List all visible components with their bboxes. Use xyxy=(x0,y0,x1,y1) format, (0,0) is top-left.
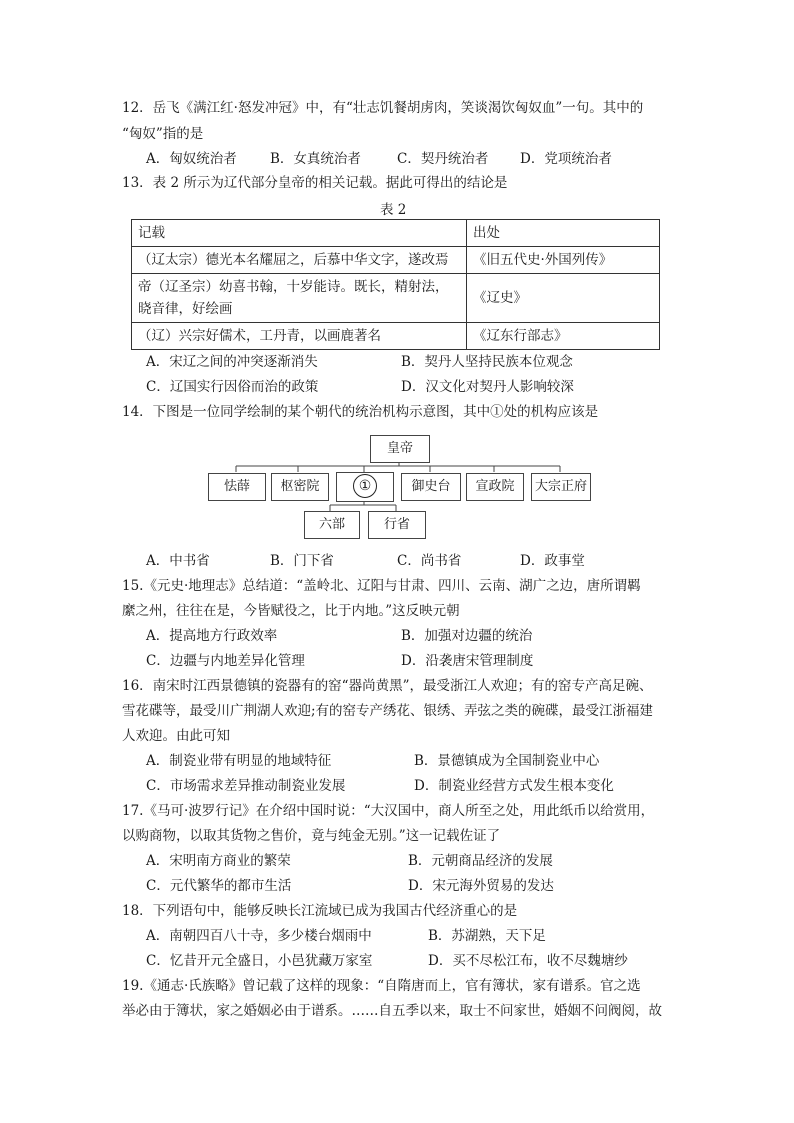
org-box-liubu: 六部 xyxy=(304,511,360,539)
q12-stem-line2: “匈奴”指的是 xyxy=(122,126,204,142)
q16-stem-line1: 16．南宋时江西景德镇的瓷器有的窑“器尚黄黑”，最受浙江人欢迎；有的窑专产高足碗、 xyxy=(122,678,653,694)
table-header-cell: 出处 xyxy=(467,220,660,247)
table-cell: （辽太宗）德光本名耀屈之，后慕中华文字，遂改焉 xyxy=(132,247,467,274)
q14-option-b: B．门下省 xyxy=(270,553,334,569)
q15-option-c: C．边疆与内地差异化管理 xyxy=(146,653,305,669)
q16-option-d: D．制瓷业经营方式发生根本变化 xyxy=(414,778,614,794)
table-cell: 帝（辽圣宗）幼喜书翰，十岁能诗。既长，精射法，晓音律，好绘画 xyxy=(132,274,467,323)
q19-stem-line2: 举必由于簿状，家之婚姻必由于谱系。……自五季以来，取士不问家世，婚姻不问阀阅，故 xyxy=(122,1003,662,1019)
q14-option-d: D．政事堂 xyxy=(520,553,585,569)
q17-stem-line1: 17.《马可·波罗行记》在介绍中国时说：“大汉国中，商人所至之处，用此纸币以给赏用， xyxy=(122,803,655,819)
org-box-shumiyuan: 枢密院 xyxy=(271,473,329,501)
q12-option-a: A．匈奴统治者 xyxy=(146,151,237,167)
table-cell: 《辽东行部志》 xyxy=(467,323,660,350)
org-box-qiexue: 怯薛 xyxy=(208,473,266,501)
q12-stem-line1: 12．岳飞《满江红·怒发冲冠》中，有“壮志饥餐胡虏肉，笑谈渴饮匈奴血”一句。其中的 xyxy=(122,100,644,116)
q16-option-a: A．制瓷业带有明显的地域特征 xyxy=(146,753,332,769)
q16-option-c: C．市场需求差异推动制瓷业发展 xyxy=(146,778,346,794)
q12-option-b: B．女真统治者 xyxy=(270,151,361,167)
q15-stem-line2: 縻之州，往往在是，今皆赋役之，比于内地。”这反映元朝 xyxy=(122,603,460,619)
org-box-xingsheng: 行省 xyxy=(368,511,426,539)
org-box-xuanzhengyuan: 宣政院 xyxy=(466,473,524,501)
q15-option-a: A．提高地方行政效率 xyxy=(146,628,278,644)
q12-option-c: C．契丹统治者 xyxy=(397,151,489,167)
table-cell: （辽）兴宗好儒术，工丹青，以画鹿著名 xyxy=(132,323,467,350)
q13-option-d: D．汉文化对契丹人影响较深 xyxy=(401,379,574,395)
table-caption: 表 2 xyxy=(380,202,407,218)
q17-option-d: D．宋元海外贸易的发达 xyxy=(408,878,554,894)
q17-stem-line2: 以购商物，以取其货物之售价，竟与纯金无别。”这一记载佐证了 xyxy=(122,828,501,844)
q18-stem-line1: 18．下列语句中，能够反映长江流域已成为我国古代经济重心的是 xyxy=(122,903,518,919)
org-box-emperor: 皇帝 xyxy=(370,435,430,463)
circled-number-1: ① xyxy=(353,474,377,498)
q18-option-d: D．买不尽松江布，收不尽魏塘纱 xyxy=(428,953,628,969)
q19-stem-line1: 19.《通志·氏族略》曾记载了这样的现象：“自隋唐而上，官有簿状，家有谱系。官之选 xyxy=(122,978,641,994)
table-cell: 《旧五代史·外国列传》 xyxy=(467,247,660,274)
q13-stem-line1: 13．表 2 所示为辽代部分皇帝的相关记载。据此可得出的结论是 xyxy=(122,175,508,191)
org-chart-connectors xyxy=(0,0,794,560)
q15-option-b: B．加强对边疆的统治 xyxy=(401,628,533,644)
q14-option-a: A．中书省 xyxy=(146,553,210,569)
org-box-yushitai: 御史台 xyxy=(401,473,461,501)
q13-option-a: A．宋辽之间的冲突逐渐消失 xyxy=(146,354,318,370)
q18-option-b: B．苏湖熟，天下足 xyxy=(428,928,546,944)
q18-option-c: C．忆昔开元全盛日，小邑犹藏万家室 xyxy=(146,953,373,969)
q14-stem-line1: 14．下图是一位同学绘制的某个朝代的统治机构示意图，其中①处的机构应该是 xyxy=(122,404,599,420)
q18-option-a: A．南朝四百八十寺，多少楼台烟雨中 xyxy=(146,928,372,944)
org-box-dazongzhengfu: 大宗正府 xyxy=(531,473,591,501)
org-box-unknown xyxy=(336,472,394,502)
q16-stem-line2: 雪花碟等，最受川广荆湖人欢迎;有的窑专产绣花、银绣、弄弦之类的碗碟，最受江浙福建 xyxy=(122,703,654,719)
q14-option-c: C．尚书省 xyxy=(397,553,462,569)
q15-stem-line1: 15.《元史·地理志》总结道：“盖岭北、辽阳与甘肃、四川、云南、湖广之边，唐所谓羁 xyxy=(122,578,641,594)
q17-option-a: A．宋明南方商业的繁荣 xyxy=(146,853,291,869)
q13-option-b: B．契丹人坚持民族本位观念 xyxy=(401,354,573,370)
q17-option-b: B．元朝商品经济的发展 xyxy=(408,853,553,869)
table-header-cell: 记载 xyxy=(132,220,467,247)
q17-option-c: C．元代繁华的都市生活 xyxy=(146,878,292,894)
table-cell: 《辽史》 xyxy=(467,274,660,323)
q16-option-b: B．景德镇成为全国制瓷业中心 xyxy=(414,753,600,769)
q15-option-d: D．沿袭唐宋管理制度 xyxy=(401,653,534,669)
q12-option-d: D．党项统治者 xyxy=(520,151,612,167)
q13-option-c: C．辽国实行因俗而治的政策 xyxy=(146,379,319,395)
q16-stem-line3: 人欢迎。由此可知 xyxy=(122,728,230,744)
